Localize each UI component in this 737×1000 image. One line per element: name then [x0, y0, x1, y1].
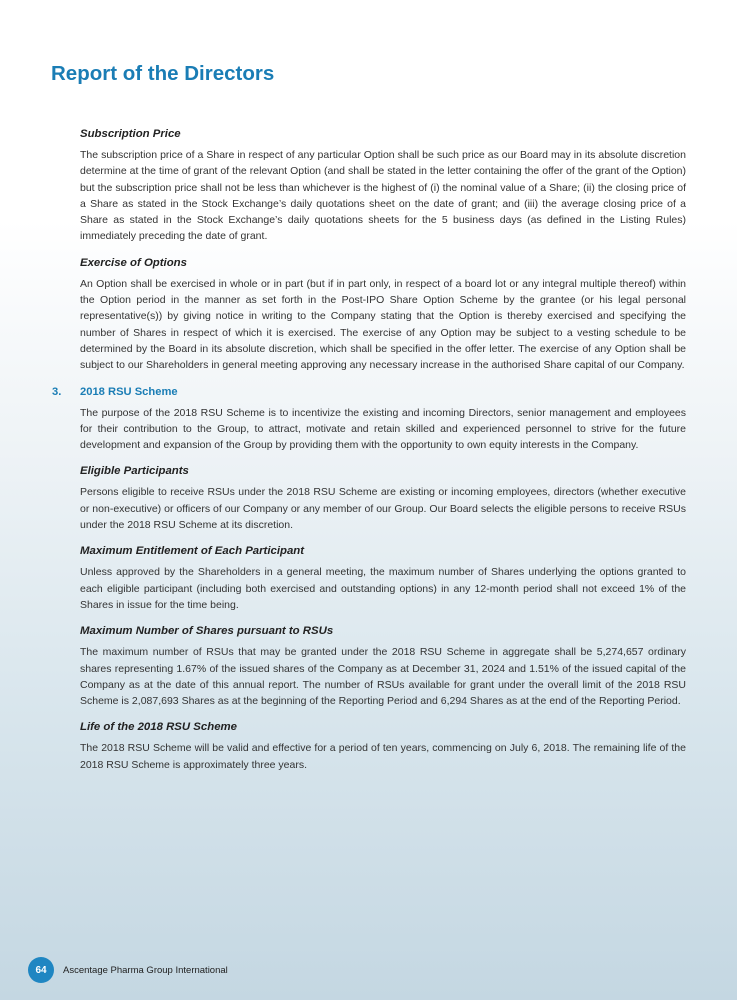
- page-number-badge: 64: [28, 957, 54, 983]
- page-title: Report of the Directors: [51, 62, 275, 85]
- subheading-maximum-number-of-shares: Maximum Number of Shares pursuant to RSUs: [80, 625, 334, 638]
- subheading-eligible-participants: Eligible Participants: [80, 465, 189, 478]
- subheading-life-of-scheme: Life of the 2018 RSU Scheme: [80, 721, 237, 734]
- document-body: [52, 127, 686, 784]
- subheading-maximum-entitlement: Maximum Entitlement of Each Participant: [80, 545, 305, 558]
- paragraph-exercise-of-options: An Option shall be exercised in whole or in part (but if in part only, in respect of a board lot or any integral multiple thereof) within the Option period in the manner as set forth in the Post-IPO Share Option Scheme by the grantee (or his legal personal representative(s)) by giving notice in writing to the Company stating that the Option is thereby exercised and specifying the number of Shares in respect of which it is exercised. The exercise of any Option may be subject to a vesting schedule to be determined by the Board in its absolute discretion, which shall be specified in the offer letter. The exercise of any Option shall be subject to our Shareholders in general meeting approving any necessary increase in the authorised Share capital of our Company.: [80, 277, 686, 372]
- section-heading-rsu-scheme: [52, 385, 686, 399]
- paragraph-subscription-price: The subscription price of a Share in respect of any particular Option shall be such price as our Board may in its absolute discretion determine at the time of grant of the relevant Option (and shall be stated in the letter containing the offer of the grant of the Option) but the subscription price shall not be less than whichever is the highest of (i) the nominal value of a Share; (ii) the closing price of a Share as stated in the Stock Exchange’s daily quotations sheet on the date of grant; and (iii) the average closing price of a Share as stated in the Stock Exchange’s daily quotations sheets for the 5 business days (as defined in the Listing Rules) immediately preceding the date of grant.: [80, 149, 686, 243]
- paragraph-maximum-number-of-shares: The maximum number of RSUs that may be granted under the 2018 RSU Scheme in aggregate shall be 5,274,657 ordinary shares representing 1.67% of the issued shares of the Company as at December 31, 2024 and 1.51% of the issued capital of the Company as at the date of this annual report. The number of RSUs available for grant under the overall limit of the 2018 RSU Scheme is 2,087,693 Shares as at the beginning of the Reporting Period and 6,294 Shares as at the end of the Reporting Period.: [80, 646, 686, 708]
- page-footer: [28, 957, 228, 983]
- paragraph-rsu-intro: The purpose of the 2018 RSU Scheme is to incentivize the existing and incoming Directors, senior management and employees for their contribution to the Group, to attract, motivate and retain skilled and experienced personnel to strive for the future development and expansion of the Group by providing them with the opportunity to own equity interests in the Company.: [80, 406, 686, 452]
- section-number: 3.: [52, 385, 62, 398]
- paragraph-maximum-entitlement: Unless approved by the Shareholders in a general meeting, the maximum number of Shares underlying the options granted to each eligible participant (including both exercised and outstanding options) in any 12-month period shall not exceed 1% of the Shares in issue for the time being.: [80, 566, 686, 611]
- paragraph-life-of-scheme: The 2018 RSU Scheme will be valid and effective for a period of ten years, commencing on July 6, 2018. The remaining life of the 2018 RSU Scheme is approximately three years.: [80, 742, 686, 771]
- section-title: 2018 RSU Scheme: [80, 385, 178, 398]
- company-name: Ascentage Pharma Group International: [63, 964, 228, 976]
- subheading-subscription-price: Subscription Price: [80, 128, 181, 140]
- paragraph-eligible-participants: Persons eligible to receive RSUs under the 2018 RSU Scheme are existing or incoming employees, directors (whether executive or non-executive) or officers of our Company or any member of our Group. Our Board selects the eligible persons to receive RSUs under the 2018 RSU Scheme at its discretion.: [80, 486, 686, 532]
- subheading-exercise-of-options: Exercise of Options: [80, 256, 187, 269]
